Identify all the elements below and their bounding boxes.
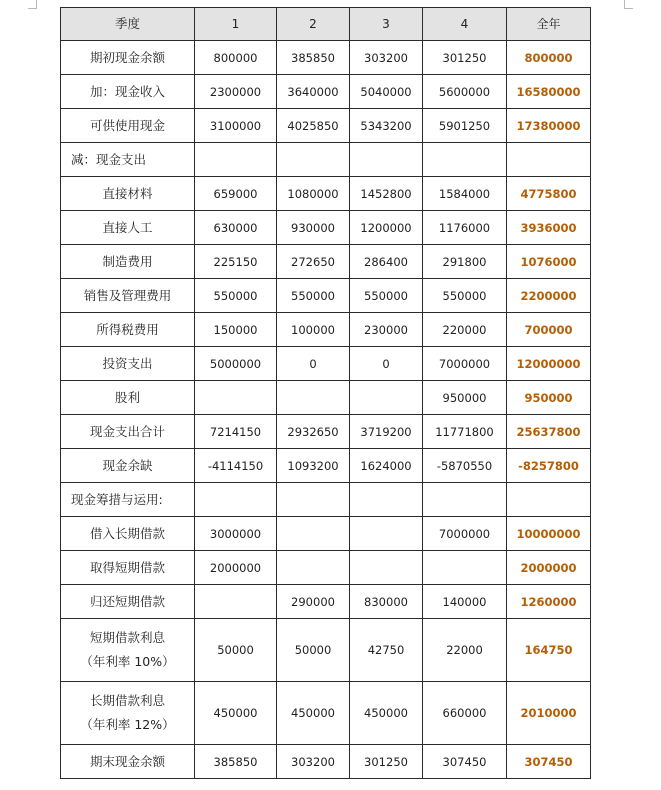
quarter-value-cell: 4025850 xyxy=(277,109,350,143)
quarter-value-cell: 0 xyxy=(350,347,423,381)
quarter-value-cell: 660000 xyxy=(423,682,507,745)
quarter-value-cell: 290000 xyxy=(277,585,350,619)
quarter-value-cell: 50000 xyxy=(195,619,277,682)
quarter-value-cell: 301250 xyxy=(423,41,507,75)
table-row xyxy=(61,551,591,585)
row-label: 直接人工 xyxy=(61,211,195,245)
quarter-value-cell: 385850 xyxy=(277,41,350,75)
quarter-value-cell: 225150 xyxy=(195,245,277,279)
quarter-value-cell: 550000 xyxy=(350,279,423,313)
annual-total-cell: 164750 xyxy=(507,619,591,682)
table-row xyxy=(61,245,591,279)
row-label: 归还短期借款 xyxy=(61,585,195,619)
row-label: 取得短期借款 xyxy=(61,551,195,585)
header-cell-year: 全年 xyxy=(507,8,591,41)
row-label: 期末现金余额 xyxy=(61,745,195,779)
quarter-value-cell xyxy=(423,483,507,517)
table-row xyxy=(61,682,591,745)
quarter-value-cell: 3719200 xyxy=(350,415,423,449)
row-label: 现金支出合计 xyxy=(61,415,195,449)
quarter-value-cell xyxy=(423,143,507,177)
row-label xyxy=(61,619,195,682)
row-label-line2: （年利率 12%） xyxy=(80,717,175,732)
table-row xyxy=(61,619,591,682)
quarter-value-cell: 550000 xyxy=(423,279,507,313)
header-cell-q1: 1 xyxy=(195,8,277,41)
table-row xyxy=(61,483,591,517)
quarter-value-cell: 1080000 xyxy=(277,177,350,211)
quarter-value-cell: 42750 xyxy=(350,619,423,682)
annual-total-cell: 1076000 xyxy=(507,245,591,279)
table-header-row xyxy=(61,8,591,41)
quarter-value-cell: 230000 xyxy=(350,313,423,347)
quarter-value-cell: 7214150 xyxy=(195,415,277,449)
page-corner-mark-left xyxy=(28,0,37,9)
quarter-value-cell: 301250 xyxy=(350,745,423,779)
quarter-value-cell: 50000 xyxy=(277,619,350,682)
table-row xyxy=(61,415,591,449)
quarter-value-cell: 800000 xyxy=(195,41,277,75)
quarter-value-cell: 303200 xyxy=(277,745,350,779)
quarter-value-cell: 291800 xyxy=(423,245,507,279)
quarter-value-cell xyxy=(195,381,277,415)
annual-total-cell: 25637800 xyxy=(507,415,591,449)
table-row xyxy=(61,517,591,551)
row-label: 销售及管理费用 xyxy=(61,279,195,313)
table-row xyxy=(61,143,591,177)
quarter-value-cell: 2000000 xyxy=(195,551,277,585)
quarter-value-cell: 286400 xyxy=(350,245,423,279)
quarter-value-cell: 272650 xyxy=(277,245,350,279)
quarter-value-cell xyxy=(277,551,350,585)
annual-total-cell: 2000000 xyxy=(507,551,591,585)
quarter-value-cell xyxy=(277,381,350,415)
quarter-value-cell: 140000 xyxy=(423,585,507,619)
quarter-value-cell: 450000 xyxy=(350,682,423,745)
annual-total-cell: 3936000 xyxy=(507,211,591,245)
row-label: 减：现金支出 xyxy=(61,143,195,177)
annual-total-cell: 950000 xyxy=(507,381,591,415)
table-row xyxy=(61,109,591,143)
quarter-value-cell: 3000000 xyxy=(195,517,277,551)
header-cell-quarter: 季度 xyxy=(61,8,195,41)
quarter-value-cell: 5000000 xyxy=(195,347,277,381)
quarter-value-cell: 5343200 xyxy=(350,109,423,143)
quarter-value-cell: 11771800 xyxy=(423,415,507,449)
table-row xyxy=(61,41,591,75)
quarter-value-cell: 450000 xyxy=(195,682,277,745)
quarter-value-cell: 5040000 xyxy=(350,75,423,109)
quarter-value-cell: 550000 xyxy=(195,279,277,313)
annual-total-cell: 2010000 xyxy=(507,682,591,745)
quarter-value-cell: 220000 xyxy=(423,313,507,347)
table-row xyxy=(61,75,591,109)
quarter-value-cell: 22000 xyxy=(423,619,507,682)
annual-total-cell xyxy=(507,483,591,517)
annual-total-cell: 4775800 xyxy=(507,177,591,211)
quarter-value-cell: -5870550 xyxy=(423,449,507,483)
row-label-line2: （年利率 10%） xyxy=(80,654,175,669)
quarter-value-cell: 5600000 xyxy=(423,75,507,109)
table-row xyxy=(61,279,591,313)
annual-total-cell: 2200000 xyxy=(507,279,591,313)
row-label: 投资支出 xyxy=(61,347,195,381)
table-row xyxy=(61,745,591,779)
table-row xyxy=(61,211,591,245)
quarter-value-cell xyxy=(423,551,507,585)
quarter-value-cell: 1624000 xyxy=(350,449,423,483)
cash-budget-table xyxy=(60,7,591,779)
header-cell-q4: 4 xyxy=(423,8,507,41)
quarter-value-cell: 307450 xyxy=(423,745,507,779)
row-label: 加：现金收入 xyxy=(61,75,195,109)
page-corner-mark-right xyxy=(624,0,633,9)
quarter-value-cell xyxy=(350,483,423,517)
quarter-value-cell: 7000000 xyxy=(423,347,507,381)
annual-total-cell: 1260000 xyxy=(507,585,591,619)
quarter-value-cell: 385850 xyxy=(195,745,277,779)
quarter-value-cell: -4114150 xyxy=(195,449,277,483)
quarter-value-cell: 1452800 xyxy=(350,177,423,211)
quarter-value-cell xyxy=(277,517,350,551)
row-label: 现金余缺 xyxy=(61,449,195,483)
quarter-value-cell xyxy=(350,551,423,585)
annual-total-cell: 16580000 xyxy=(507,75,591,109)
quarter-value-cell: 659000 xyxy=(195,177,277,211)
row-label: 期初现金余额 xyxy=(61,41,195,75)
row-label-line1: 短期借款利息 xyxy=(89,630,165,645)
table-row xyxy=(61,313,591,347)
quarter-value-cell xyxy=(277,143,350,177)
table-row xyxy=(61,585,591,619)
row-label: 制造费用 xyxy=(61,245,195,279)
quarter-value-cell: 2932650 xyxy=(277,415,350,449)
annual-total-cell: 17380000 xyxy=(507,109,591,143)
row-label: 可供使用现金 xyxy=(61,109,195,143)
quarter-value-cell xyxy=(195,483,277,517)
row-label: 借入长期借款 xyxy=(61,517,195,551)
quarter-value-cell: 950000 xyxy=(423,381,507,415)
quarter-value-cell xyxy=(350,143,423,177)
header-cell-q2: 2 xyxy=(277,8,350,41)
quarter-value-cell: 930000 xyxy=(277,211,350,245)
quarter-value-cell: 450000 xyxy=(277,682,350,745)
row-label-line1: 长期借款利息 xyxy=(89,693,165,708)
quarter-value-cell: 303200 xyxy=(350,41,423,75)
quarter-value-cell xyxy=(195,585,277,619)
quarter-value-cell: 630000 xyxy=(195,211,277,245)
quarter-value-cell xyxy=(350,517,423,551)
quarter-value-cell: 830000 xyxy=(350,585,423,619)
table-row xyxy=(61,347,591,381)
quarter-value-cell: 1176000 xyxy=(423,211,507,245)
row-label: 现金筹措与运用: xyxy=(61,483,195,517)
header-cell-q3: 3 xyxy=(350,8,423,41)
row-label: 直接材料 xyxy=(61,177,195,211)
annual-total-cell: -8257800 xyxy=(507,449,591,483)
row-label: 股利 xyxy=(61,381,195,415)
quarter-value-cell xyxy=(350,381,423,415)
quarter-value-cell: 100000 xyxy=(277,313,350,347)
quarter-value-cell xyxy=(277,483,350,517)
table-row xyxy=(61,449,591,483)
quarter-value-cell: 3100000 xyxy=(195,109,277,143)
table-row xyxy=(61,177,591,211)
annual-total-cell: 12000000 xyxy=(507,347,591,381)
annual-total-cell xyxy=(507,143,591,177)
quarter-value-cell: 3640000 xyxy=(277,75,350,109)
quarter-value-cell: 5901250 xyxy=(423,109,507,143)
annual-total-cell: 307450 xyxy=(507,745,591,779)
annual-total-cell: 700000 xyxy=(507,313,591,347)
quarter-value-cell: 7000000 xyxy=(423,517,507,551)
row-label xyxy=(61,682,195,745)
quarter-value-cell: 1584000 xyxy=(423,177,507,211)
quarter-value-cell: 550000 xyxy=(277,279,350,313)
quarter-value-cell: 1200000 xyxy=(350,211,423,245)
annual-total-cell: 800000 xyxy=(507,41,591,75)
quarter-value-cell xyxy=(195,143,277,177)
annual-total-cell: 10000000 xyxy=(507,517,591,551)
quarter-value-cell: 2300000 xyxy=(195,75,277,109)
row-label: 所得税费用 xyxy=(61,313,195,347)
table-row xyxy=(61,381,591,415)
quarter-value-cell: 0 xyxy=(277,347,350,381)
quarter-value-cell: 150000 xyxy=(195,313,277,347)
quarter-value-cell: 1093200 xyxy=(277,449,350,483)
